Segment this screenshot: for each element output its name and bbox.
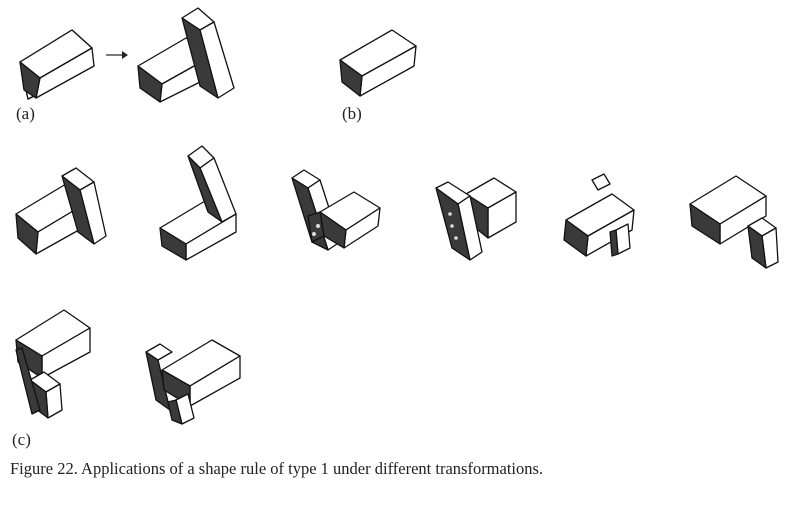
shape-a-left xyxy=(20,30,94,99)
panel-label-a: (a) xyxy=(16,104,35,123)
panel-label-b: (b) xyxy=(342,104,362,123)
shape-c3 xyxy=(292,170,380,250)
shape-c8 xyxy=(146,340,240,424)
shape-a-right xyxy=(138,8,234,102)
shape-c4 xyxy=(436,178,516,260)
figure-caption: Figure 22. Applications of a shape rule of type 1 under different transformations. xyxy=(10,459,544,478)
shape-c6 xyxy=(690,176,778,268)
shape-b xyxy=(340,30,416,96)
shape-c2 xyxy=(160,146,236,260)
rule-arrow xyxy=(106,51,128,59)
panel-label-c: (c) xyxy=(12,430,31,449)
shape-c1 xyxy=(16,168,106,254)
shape-c5 xyxy=(564,174,634,256)
shape-c7 xyxy=(16,310,90,418)
